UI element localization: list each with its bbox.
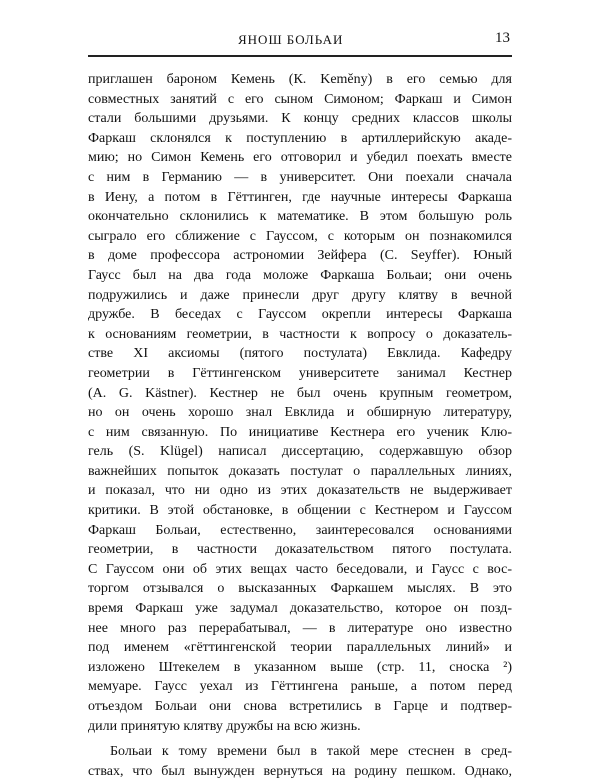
text-line: ствах, что был вынужден вернуться на родину пешком. Однако, (88, 763, 512, 779)
running-head (88, 24, 512, 52)
text-line: в доме профессора астрономии Зейфера (C. Seyffer). Юный (88, 248, 512, 264)
text-line: дружбе. В беседах с Гауссом окрепли интересы Фаркаша (88, 307, 512, 323)
text-line: Фаркаш Больаи, естественно, заинтересовался основаниями (88, 522, 512, 538)
page-number: 13 (495, 30, 510, 46)
text-line: стве XI аксиомы (пятого постулата) Евклида. Кафедру (88, 346, 512, 362)
text-line: торгом отзывался о высказанных Фаркашем мыслях. В это (88, 581, 512, 597)
text-line: Фаркаш склонялся к поступлению в артиллерийскую акаде- (88, 130, 512, 146)
text-line: подружились и даже принесли друг другу клятву в вечной (88, 287, 512, 303)
text-line: геометрии, в частности доказательством пятого постулата. (88, 542, 512, 558)
text-line: геометрии в Гёттингенском университете занимал Кестнер (88, 365, 512, 381)
text-line: Гаусс был на два года моложе Фаркаша Больаи; они очень (88, 267, 512, 283)
text-line: под именем «гёттингенской теории параллельных линий» и (88, 640, 512, 656)
text-line: совместных занятий с его сыном Симоном; Фаркаш и Симон (88, 91, 512, 107)
text-line: в Иену, а потом в Гёттинген, где научные интересы Фаркаша (88, 189, 512, 205)
text-line: но он очень хорошо знал Евклида и обширную литературу, (88, 405, 512, 421)
text-line: дили принятую клятву дружбы на всю жизнь. (88, 718, 361, 734)
text-line: с ним связанную. По инициативе Кестнера его ученик Клю- (88, 424, 512, 440)
text-line: отъездом Больаи они снова встретились в Гарце и подтвер- (88, 699, 512, 714)
text-line: мемуаре. Гаусс уехал из Гёттингена раньше, а потом перед (88, 679, 512, 695)
header-rule (88, 55, 512, 57)
text-line: с ним в Германию — в университет. Они поехали сначала (88, 169, 512, 185)
text-line: к основаниям геометрии, в частности к вопросу о доказатель- (88, 326, 512, 342)
text-line: критики. В этой обстановке, в общении с Кестнером и Гауссом (88, 503, 512, 519)
text-line: нее много раз перерабатывал, — в литературе оно известно (88, 620, 512, 636)
paragraph (88, 742, 512, 781)
text-line: гель (S. Klügel) написал диссертацию, содержавшую обзор (88, 444, 512, 460)
paragraph (88, 70, 512, 736)
text-line: сыграло его сближение с Гауссом, с которым он познакомился (88, 228, 512, 244)
text-line: стали большими друзьями. К концу средних классов школы (88, 111, 512, 127)
running-title: ЯНОШ БОЛЬАИ (238, 32, 344, 47)
text-line: (A. G. Kästner). Кестнер не был очень крупным геометром, (88, 385, 512, 401)
text-line: Больаи к тому времени был в такой мере стеснен в сред- (110, 744, 512, 760)
text-line: важнейших попыток доказать постулат о параллельных линиях, (88, 463, 512, 479)
text-line: и показал, что ни одно из этих доказательств не выдерживает (88, 483, 512, 499)
text-line: окончательно склонились к математике. В этом большую роль (88, 209, 512, 225)
body-text (88, 70, 512, 781)
text-line: приглашен бароном Кемень (К. Keměny) в его семью для (88, 72, 512, 87)
text-line: время Фаркаш уже задумал доказательство, которое он позд- (88, 601, 512, 617)
text-line: С Гауссом они об этих вещах часто беседовали, и Гаусс с вос- (88, 561, 512, 577)
text-line: изложено Штекелем в указанном выше (стр. 11, сноска ²) (88, 659, 512, 675)
text-line: мию; но Симон Кемень его отговорил и убедил поехать вместе (88, 150, 512, 166)
